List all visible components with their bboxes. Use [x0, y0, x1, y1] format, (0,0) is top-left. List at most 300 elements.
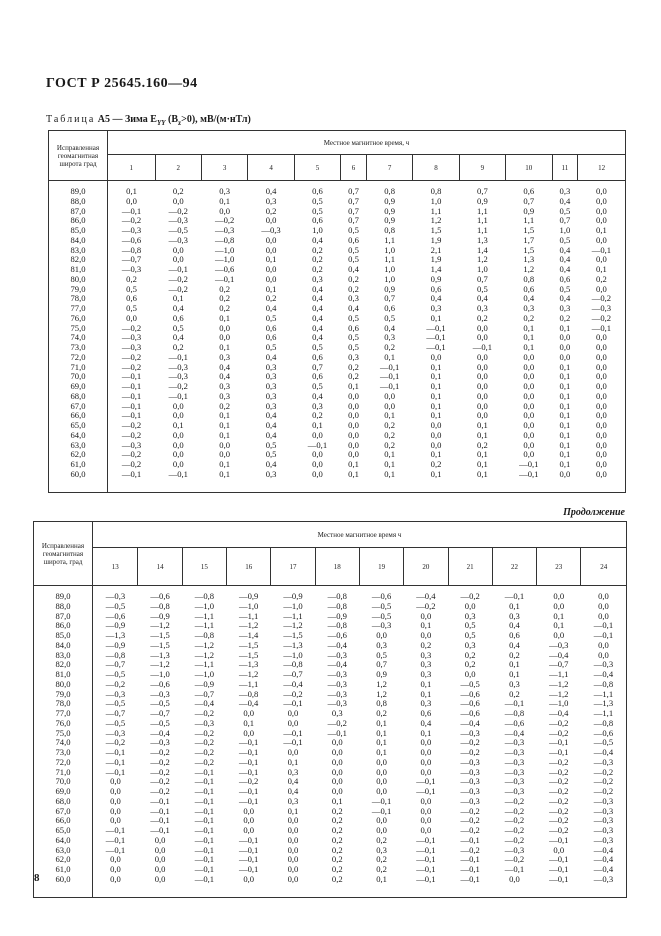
- value-cell: —0,2: [121, 429, 142, 440]
- latitude-cell: 71,0: [34, 768, 93, 778]
- value-cell: —0,8: [215, 234, 235, 245]
- value-cell: —0,2: [121, 449, 142, 460]
- value-cell: 0,2: [348, 273, 359, 284]
- value-cell: 0,0: [348, 439, 359, 450]
- value-cell: 0,0: [578, 431, 626, 441]
- value-cell: 0,8: [384, 225, 395, 235]
- value-cell: 0,1: [559, 420, 571, 430]
- value-cell: 0,6: [126, 293, 137, 304]
- value-cell: 0,9: [430, 273, 442, 284]
- latitude-cell: 81,0: [49, 265, 108, 275]
- value-cell: —1,0: [194, 600, 215, 611]
- value-cell: —0,4: [581, 865, 627, 875]
- value-cell: —0,1: [426, 332, 446, 343]
- value-cell: 0,5: [348, 225, 359, 235]
- value-cell: —0,8: [121, 244, 142, 255]
- value-cell: —0,2: [168, 205, 188, 216]
- value-cell: 0,4: [287, 786, 299, 796]
- value-cell: —0,5: [168, 225, 188, 235]
- value-cell: —0,1: [105, 834, 126, 845]
- hour-column-header: 7: [366, 155, 412, 181]
- value-cell: 0,0: [172, 244, 184, 255]
- value-cell: 0,0: [477, 381, 488, 391]
- value-cell: 0,3: [477, 303, 488, 313]
- value-cell: —0,1: [416, 776, 436, 787]
- value-cell: —0,7: [283, 669, 303, 679]
- value-cell: 0,0: [172, 449, 184, 460]
- value-cell: —1,0: [215, 254, 235, 265]
- value-cell: 0,7: [477, 273, 488, 284]
- value-cell: 0,0: [243, 873, 255, 884]
- value-cell: 0,0: [172, 400, 184, 411]
- value-cell: —0,8: [283, 659, 303, 670]
- value-cell: —0,3: [460, 766, 480, 777]
- value-cell: 0,8: [384, 186, 395, 196]
- value-cell: 0,0: [578, 236, 626, 246]
- value-cell: 0,5: [559, 234, 571, 245]
- latitude-header: Исправленная геомагнитная широта град: [49, 131, 108, 181]
- hour-column-header: 11: [552, 155, 578, 181]
- table-row: [34, 875, 627, 885]
- value-cell: —0,8: [327, 620, 347, 631]
- value-cell: —0,6: [150, 591, 170, 601]
- value-cell: —0,1: [379, 361, 400, 372]
- value-cell: —1,1: [239, 678, 259, 689]
- value-cell: 0,1: [348, 459, 359, 469]
- value-cell: 0,0: [154, 873, 166, 884]
- hour-column-header: 18: [315, 548, 359, 586]
- value-cell: —0,1: [504, 864, 525, 874]
- latitude-cell: 80,0: [49, 275, 108, 285]
- value-cell: 0,0: [126, 312, 137, 323]
- value-cell: 0,4: [559, 254, 571, 265]
- value-cell: —0,1: [121, 205, 142, 216]
- latitude-cell: 84,0: [49, 236, 108, 246]
- value-cell: 0,5: [265, 342, 277, 352]
- value-cell: 0,0: [523, 371, 535, 382]
- value-cell: 0,2: [331, 844, 343, 855]
- value-cell: —0,3: [581, 816, 627, 826]
- value-cell: 1,3: [523, 254, 535, 265]
- value-cell: —0,2: [460, 805, 480, 816]
- value-cell: 0,2: [331, 864, 343, 874]
- value-cell: —0,5: [581, 738, 627, 748]
- value-cell: —0,1: [121, 410, 142, 421]
- value-cell: 0,0: [464, 669, 476, 679]
- value-cell: 0,5: [265, 312, 277, 323]
- value-cell: 0,4: [312, 322, 323, 333]
- value-cell: —0,3: [460, 795, 480, 806]
- value-cell: 0,0: [219, 322, 231, 333]
- value-cell: —1,2: [150, 620, 170, 631]
- value-cell: —0,3: [121, 332, 142, 343]
- value-cell: 0,3: [348, 351, 359, 362]
- value-cell: —0,9: [105, 620, 126, 631]
- value-cell: —0,4: [581, 748, 627, 758]
- value-cell: 0,9: [384, 283, 395, 294]
- value-cell: 0,0: [430, 351, 442, 362]
- value-cell: 0,0: [420, 766, 432, 777]
- value-cell: 0,1: [219, 459, 231, 469]
- table-row: [34, 807, 627, 817]
- latitude-header: Исправленная геомагнитная широта, град: [34, 522, 93, 586]
- value-cell: 0,3: [219, 351, 231, 362]
- latitude-cell: 89,0: [49, 187, 108, 197]
- value-cell: —0,3: [504, 747, 525, 757]
- value-cell: 0,0: [219, 205, 231, 216]
- hour-column-header: 14: [138, 548, 182, 586]
- value-cell: 1,0: [559, 225, 571, 235]
- value-cell: —0,4: [581, 670, 627, 680]
- value-cell: 0,0: [477, 400, 488, 411]
- value-cell: 0,0: [376, 815, 387, 826]
- value-cell: —0,1: [307, 439, 328, 450]
- value-cell: 0,0: [110, 873, 121, 884]
- value-cell: 0,6: [523, 283, 535, 294]
- value-cell: 0,2: [376, 708, 387, 718]
- value-cell: 0,7: [348, 205, 359, 216]
- value-cell: —1,5: [150, 639, 170, 650]
- value-cell: —0,3: [168, 234, 188, 245]
- page-number: 8: [34, 872, 40, 884]
- value-cell: —0,2: [549, 805, 569, 816]
- value-cell: —0,1: [105, 756, 126, 767]
- value-cell: 0,2: [219, 400, 231, 411]
- value-cell: 0,5: [265, 449, 277, 460]
- hour-column-header: 3: [201, 155, 247, 181]
- value-cell: —0,3: [150, 688, 170, 699]
- value-cell: 0,0: [523, 439, 535, 450]
- value-cell: —0,3: [581, 660, 627, 670]
- value-cell: 0,0: [578, 363, 626, 373]
- value-cell: 0,6: [265, 332, 277, 343]
- latitude-cell: 80,0: [34, 680, 93, 690]
- value-cell: 0,2: [331, 805, 343, 816]
- value-cell: 0,0: [287, 864, 299, 874]
- value-cell: 0,4: [219, 371, 231, 382]
- value-cell: 0,5: [376, 649, 387, 660]
- value-cell: —1,1: [581, 709, 627, 719]
- latitude-cell: 71,0: [49, 363, 108, 373]
- value-cell: 0,3: [559, 303, 571, 313]
- latitude-cell: 86,0: [49, 216, 108, 226]
- value-cell: 0,2: [126, 273, 137, 284]
- value-cell: 0,1: [430, 361, 442, 372]
- value-cell: —1,2: [194, 649, 215, 660]
- value-cell: 0,2: [376, 864, 387, 874]
- table-row: [34, 865, 627, 875]
- value-cell: 0,1: [219, 410, 231, 421]
- value-cell: 0,0: [265, 215, 277, 226]
- value-cell: —0,5: [105, 717, 126, 728]
- value-cell: —1,2: [239, 620, 259, 631]
- value-cell: 0,0: [376, 786, 387, 796]
- value-cell: —0,2: [581, 787, 627, 797]
- value-cell: 0,1: [430, 468, 442, 479]
- value-cell: 0,2: [331, 834, 343, 845]
- value-cell: —0,1: [504, 591, 525, 601]
- value-cell: —0,1: [194, 825, 215, 835]
- value-cell: 0,6: [384, 303, 395, 313]
- value-cell: 0,1: [559, 400, 571, 411]
- value-cell: —1,0: [549, 698, 569, 709]
- value-cell: 0,0: [477, 351, 488, 362]
- value-cell: 1,0: [384, 273, 395, 284]
- value-cell: —0,2: [504, 834, 525, 845]
- value-cell: —0,1: [416, 864, 436, 874]
- value-cell: —0,1: [239, 844, 259, 855]
- value-cell: 1,0: [430, 195, 442, 206]
- value-cell: 0,4: [265, 410, 277, 421]
- latitude-cell: 62,0: [34, 855, 93, 865]
- latitude-cell: 73,0: [34, 748, 93, 758]
- value-cell: 0,1: [578, 265, 626, 275]
- value-cell: —0,3: [460, 756, 480, 767]
- value-cell: 0,0: [219, 332, 231, 343]
- value-cell: —1,1: [283, 610, 303, 621]
- value-cell: —1,0: [239, 600, 259, 611]
- latitude-cell: 61,0: [49, 460, 108, 470]
- value-cell: 0,0: [477, 332, 488, 343]
- value-cell: —0,3: [460, 727, 480, 738]
- value-cell: —0,5: [150, 717, 170, 728]
- latitude-cell: 75,0: [49, 324, 108, 334]
- value-cell: —0,1: [327, 727, 347, 738]
- hour-column-header: 17: [271, 548, 315, 586]
- value-cell: 0,2: [464, 649, 476, 660]
- value-cell: 0,0: [523, 429, 535, 440]
- value-cell: 0,2: [376, 834, 387, 845]
- value-cell: 0,0: [384, 390, 395, 401]
- value-cell: —0,1: [379, 381, 400, 391]
- value-cell: 0,4: [265, 429, 277, 440]
- value-cell: 0,1: [219, 420, 231, 430]
- value-cell: 0,1: [219, 312, 231, 323]
- value-cell: —0,6: [460, 688, 480, 699]
- latitude-cell: 82,0: [34, 660, 93, 670]
- value-cell: 1,5: [523, 244, 535, 255]
- value-cell: 0,6: [523, 186, 535, 196]
- value-cell: 1,2: [376, 688, 387, 699]
- value-cell: —0,4: [327, 639, 347, 650]
- value-cell: 0,1: [559, 390, 571, 401]
- value-cell: 0,0: [578, 470, 626, 480]
- value-cell: —0,1: [194, 766, 215, 777]
- value-cell: 0,1: [384, 410, 395, 421]
- hour-column-header: 8: [413, 155, 459, 181]
- value-cell: —0,1: [150, 805, 170, 816]
- value-cell: 0,1: [523, 322, 535, 333]
- value-cell: 0,2: [376, 854, 387, 865]
- value-cell: —0,9: [327, 610, 347, 621]
- value-cell: —0,1: [194, 844, 215, 855]
- latitude-cell: 84,0: [34, 641, 93, 651]
- value-cell: —0,3: [261, 225, 281, 235]
- value-cell: 1,1: [430, 205, 442, 216]
- value-cell: 0,4: [312, 303, 323, 313]
- value-cell: 0,0: [523, 381, 535, 391]
- table-row: [34, 768, 627, 778]
- value-cell: —1,4: [239, 630, 259, 640]
- value-cell: —0,1: [105, 825, 126, 835]
- value-cell: 0,4: [312, 390, 323, 401]
- value-cell: 0,2: [219, 293, 231, 304]
- value-cell: —0,2: [150, 766, 170, 777]
- hour-column-header: 22: [492, 548, 536, 586]
- latitude-cell: 66,0: [49, 411, 108, 421]
- value-cell: —0,1: [549, 747, 569, 757]
- value-cell: 0,5: [312, 342, 323, 352]
- value-cell: 0,3: [265, 195, 277, 206]
- time-header: Местное магнитное время, ч: [108, 131, 626, 155]
- value-cell: —0,8: [194, 630, 215, 640]
- value-cell: 0,0: [287, 844, 299, 855]
- value-cell: 1,0: [312, 225, 323, 235]
- value-cell: —0,6: [581, 729, 627, 739]
- value-cell: 0,3: [348, 293, 359, 304]
- caption-rest: >0), мВ/(м·нТл): [181, 114, 251, 125]
- value-cell: 0,0: [243, 805, 255, 816]
- value-cell: 0,0: [581, 612, 627, 622]
- value-cell: —0,1: [194, 864, 215, 874]
- value-cell: 0,4: [312, 293, 323, 304]
- value-cell: —0,2: [150, 747, 170, 757]
- value-cell: —0,1: [194, 834, 215, 845]
- latitude-cell: 87,0: [49, 207, 108, 217]
- latitude-cell: 64,0: [49, 431, 108, 441]
- value-cell: 0,1: [559, 322, 571, 333]
- value-cell: 0,0: [126, 195, 137, 206]
- value-cell: 0,6: [312, 371, 323, 382]
- latitude-cell: 73,0: [49, 343, 108, 353]
- value-cell: —1,0: [215, 244, 235, 255]
- value-cell: 0,0: [110, 776, 121, 787]
- hour-column-header: 24: [581, 548, 627, 586]
- value-cell: 0,1: [243, 717, 255, 728]
- hour-column-header: 10: [506, 155, 552, 181]
- value-cell: —0,6: [371, 591, 392, 601]
- value-cell: 0,1: [219, 195, 231, 206]
- value-cell: 0,0: [331, 766, 343, 777]
- value-cell: 0,0: [430, 439, 442, 450]
- value-cell: —0,2: [327, 717, 347, 728]
- value-cell: 0,1: [348, 381, 359, 391]
- value-cell: 0,2: [312, 264, 323, 274]
- value-cell: 0,3: [265, 371, 277, 382]
- value-cell: —0,2: [105, 678, 126, 689]
- value-cell: —1,5: [150, 630, 170, 640]
- value-cell: —0,1: [150, 815, 170, 826]
- value-cell: 0,4: [348, 303, 359, 313]
- value-cell: 0,4: [559, 244, 571, 255]
- value-cell: 0,3: [420, 698, 432, 709]
- value-cell: 0,0: [578, 402, 626, 412]
- value-cell: 0,4: [312, 283, 323, 294]
- latitude-cell: 75,0: [34, 729, 93, 739]
- value-cell: 0,0: [477, 410, 488, 421]
- value-cell: 0,0: [464, 600, 476, 611]
- value-cell: —0,1: [578, 324, 626, 334]
- value-cell: 1,1: [477, 225, 488, 235]
- value-cell: —0,1: [168, 264, 188, 274]
- value-cell: —0,2: [121, 459, 142, 469]
- value-cell: 0,4: [287, 776, 299, 787]
- value-cell: —0,2: [578, 294, 626, 304]
- value-cell: 0,0: [312, 429, 323, 440]
- value-cell: —1,5: [239, 649, 259, 660]
- value-cell: 0,0: [331, 776, 343, 787]
- value-cell: —0,8: [581, 680, 627, 690]
- value-cell: —0,8: [150, 600, 170, 611]
- value-cell: —0,3: [371, 620, 392, 631]
- value-cell: —0,3: [194, 717, 215, 728]
- value-cell: 0,1: [376, 747, 387, 757]
- value-cell: —0,2: [549, 786, 569, 796]
- value-cell: —0,3: [150, 737, 170, 748]
- value-cell: —0,2: [168, 283, 188, 294]
- value-cell: 0,2: [312, 254, 323, 265]
- value-cell: —0,2: [194, 708, 215, 718]
- value-cell: 1,2: [376, 678, 387, 689]
- value-cell: —0,2: [549, 727, 569, 738]
- value-cell: 0,0: [420, 747, 432, 757]
- value-cell: 0,1: [477, 468, 488, 479]
- value-cell: 0,1: [287, 756, 299, 767]
- value-cell: —0,1: [150, 825, 170, 835]
- value-cell: —0,2: [168, 273, 188, 284]
- value-cell: 0,1: [265, 283, 277, 294]
- value-cell: —0,2: [460, 844, 480, 855]
- value-cell: 0,3: [509, 610, 520, 621]
- value-cell: 0,0: [219, 449, 231, 460]
- value-cell: —0,1: [472, 342, 493, 352]
- value-cell: 0,4: [265, 186, 277, 196]
- value-cell: —0,1: [239, 747, 259, 757]
- value-cell: 0,5: [384, 312, 395, 323]
- value-cell: 0,0: [477, 322, 488, 333]
- value-cell: —0,1: [121, 371, 142, 382]
- value-cell: 1,1: [384, 254, 395, 265]
- value-cell: 0,0: [376, 825, 387, 835]
- value-cell: —0,4: [239, 698, 259, 709]
- value-cell: 0,0: [154, 834, 166, 845]
- value-cell: 0,3: [265, 361, 277, 372]
- value-cell: 0,1: [430, 410, 442, 421]
- value-cell: 0,6: [348, 322, 359, 333]
- value-cell: 0,1: [559, 410, 571, 421]
- value-cell: 0,0: [110, 864, 121, 874]
- value-cell: 0,0: [553, 630, 565, 640]
- value-cell: 0,4: [559, 264, 571, 274]
- value-cell: 0,0: [559, 342, 571, 352]
- latitude-cell: 74,0: [34, 738, 93, 748]
- value-cell: —0,3: [504, 756, 525, 767]
- value-cell: 1,4: [430, 264, 442, 274]
- value-cell: 0,0: [578, 353, 626, 363]
- value-cell: 0,4: [312, 332, 323, 343]
- value-cell: 0,9: [376, 669, 387, 679]
- value-cell: 0,0: [312, 468, 323, 479]
- value-cell: 0,2: [331, 815, 343, 826]
- value-cell: 0,8: [430, 186, 442, 196]
- hour-column-header: 13: [93, 548, 138, 586]
- value-cell: —1,1: [549, 669, 569, 679]
- value-cell: —0,3: [168, 215, 188, 226]
- latitude-cell: 68,0: [34, 797, 93, 807]
- value-cell: —0,3: [504, 786, 525, 796]
- value-cell: —0,9: [105, 639, 126, 650]
- value-cell: 0,0: [559, 351, 571, 362]
